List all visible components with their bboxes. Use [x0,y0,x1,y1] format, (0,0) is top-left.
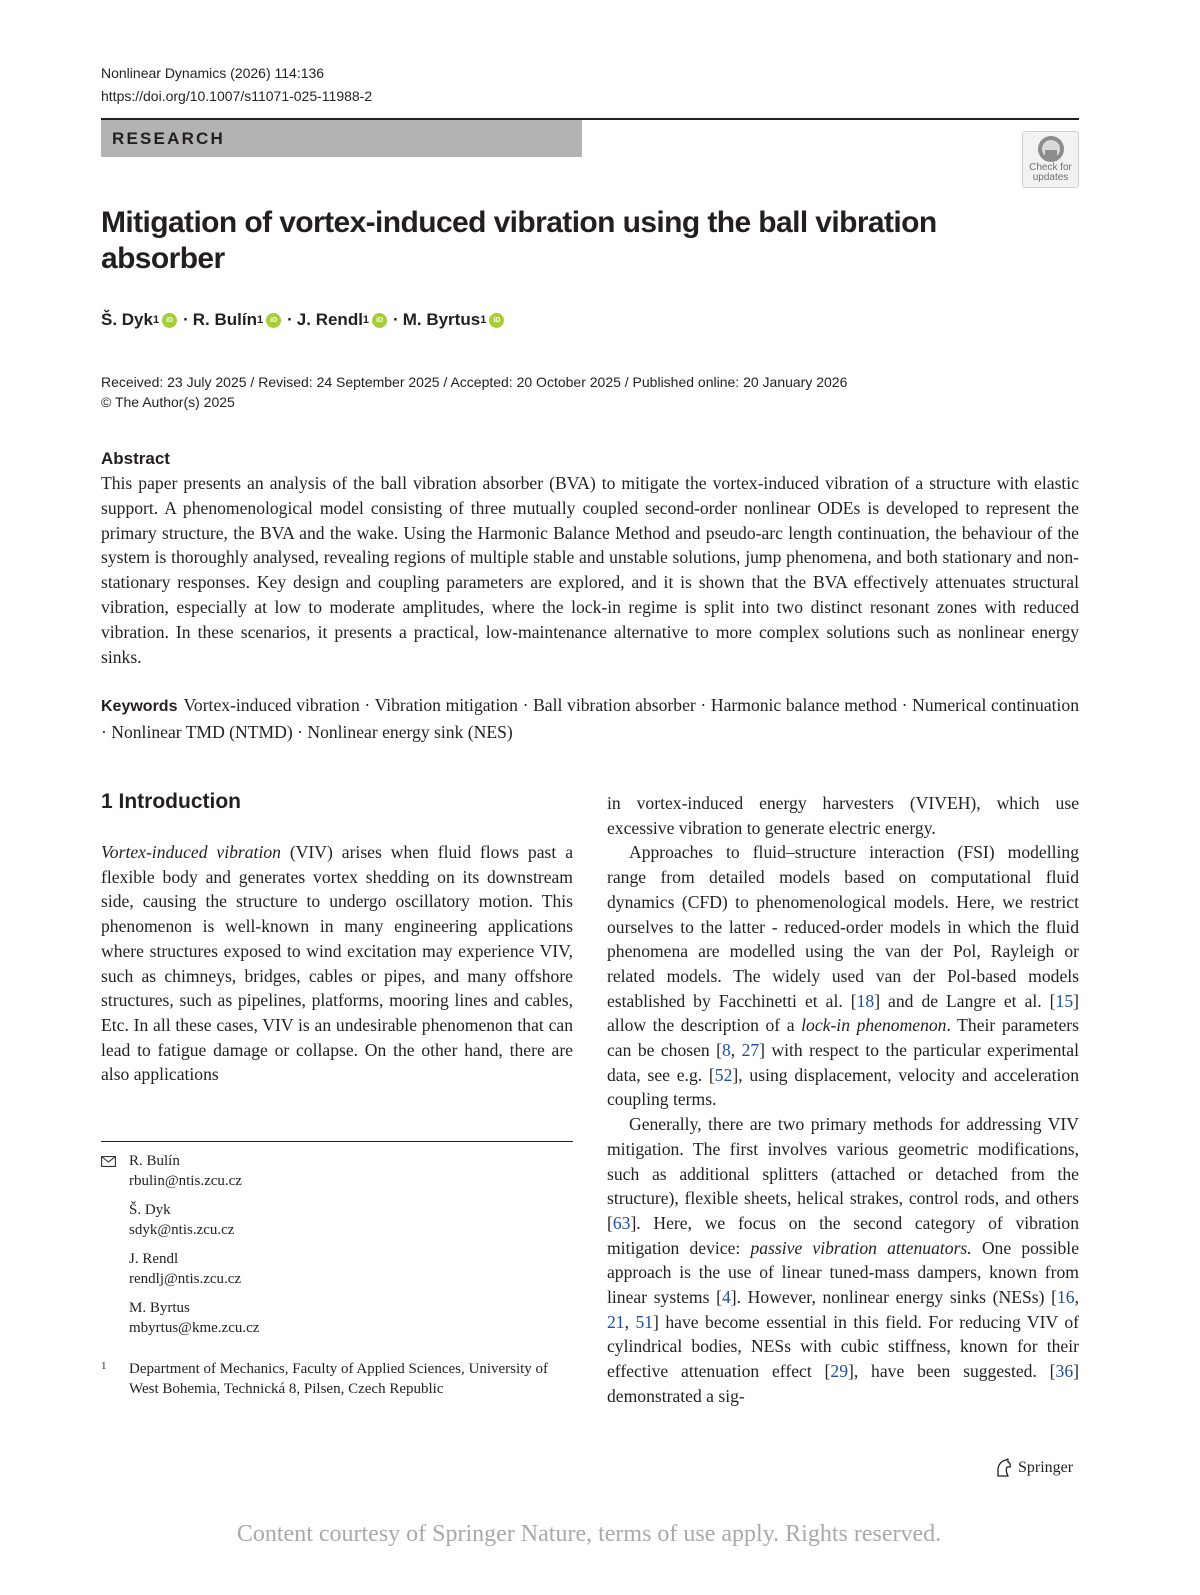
intro-left-column [101,840,573,1087]
citation-link[interactable]: 36 [1055,1361,1074,1382]
author-affiliation-mark: 1 [152,314,160,326]
intro-paragraph [101,840,573,1087]
intro-paragraph: in vortex-induced energy harvesters (VIVEH), which use excessive vibration to generate electric energy. [607,793,1079,838]
intro-paragraph [607,840,1079,1112]
paragraph-text: ]. Here, we focus on the second category of vibration mitigation device: [607,1212,1079,1258]
section-heading: 1 Introduction [101,790,241,813]
contact-name: M. Byrtus [129,1300,190,1316]
publication-dates: Received: 23 July 2025 / Revised: 24 September 2025 / Accepted: 20 October 2025 / Published online: 20 January 2026 [101,374,848,390]
citation-link[interactable]: 51 [635,1311,654,1332]
envelope-icon [101,1156,116,1167]
citation-link[interactable]: 4 [721,1287,731,1308]
emphasis-term: passive vibration attenuators. [750,1237,972,1258]
paragraph-text: Approaches to fluid–structure interaction (FSI) modelling range from detailed models based on computational fluid dynamics (CFD) to phenomenological models. Here, we restrict ourselves to the latter - reduced-order models in which the fluid phenomena are modelled using the van der Pol, Rayleigh or related models. The widely used van der Pol-based models established by Facchinetti et al. [ [607,842,1079,1011]
footnote-rule [101,1141,573,1142]
paragraph-text: ]. However, nonlinear energy sinks (NESs) [ [730,1287,1057,1308]
contact-entry [129,1152,259,1191]
author-affiliation-mark: 1 [362,314,370,326]
copyright-notice: © The Author(s) 2025 [101,394,235,410]
paragraph-text: ] demonstrated a sig- [607,1361,1079,1406]
author-name[interactable]: R. Bulín [192,310,257,329]
author-separator: · [393,310,399,329]
paragraph-text: ] and de Langre et al. [ [874,990,1056,1011]
category-label: RESEARCH [112,128,226,148]
affiliation-number: 1 [101,1360,107,1372]
citation-link[interactable]: 8 [721,1040,731,1061]
orcid-icon[interactable]: iD [266,313,281,328]
check-updates-line2: updates [1032,172,1069,183]
abstract-heading: Abstract [101,449,170,468]
citation-link[interactable]: 29 [830,1361,848,1382]
paragraph-text: , [1074,1287,1079,1308]
author-affiliation-mark: 1 [480,314,487,326]
contact-name: Š. Dyk [129,1202,171,1218]
contact-email[interactable]: sdyk@ntis.zcu.cz [129,1221,235,1238]
keywords-text: Vortex-induced vibration · Vibration mitigation · Ball vibration absorber · Harmonic balance method · Numerical continuation · Nonlinear TMD (NTMD) · Nonlinear energy sink (NES) [101,695,1079,742]
springer-horse-icon [994,1458,1014,1478]
citation-link[interactable]: 52 [714,1064,733,1085]
contact-email[interactable]: mbyrtus@kme.zcu.cz [129,1319,260,1336]
journal-citation: Nonlinear Dynamics (2026) 114:136 [101,65,325,81]
citation-link[interactable]: 18 [856,990,875,1011]
author-name[interactable]: M. Byrtus [402,310,481,329]
paragraph-text: , [730,1040,742,1061]
intro-paragraph [607,1112,1079,1408]
publisher-logo [994,1458,1073,1478]
citation-link[interactable]: 16 [1056,1287,1075,1308]
paragraph-text: ] allow the description of a [607,990,1079,1036]
author-name[interactable]: J. Rendl [296,310,363,329]
author-affiliation-mark: 1 [257,314,264,326]
paragraph-text: (VIV) arises when fluid flows past a flexible body and generates vortex shedding on its downstream side, causing the structure to undergo oscillatory motion. This phenomenon is well-known in many engineering applications where structures exposed to wind excitation may experience VIV, such as chimneys, bridges, cables or pipes, and many offshore structures, such as pipelines, platforms, mooring lines and cables, Etc. In all these cases, VIV is an undesirable phenomenon that can lead to fatigue damage or collapse. On the other hand, there are also applications [101,842,574,1085]
publisher-name: Springer [1018,1459,1074,1476]
keywords-label: Keywords [101,698,178,715]
doi-link[interactable]: https://doi.org/10.1007/s11071-025-11988-2 [101,88,373,104]
article-title: Mitigation of vortex-induced vibration using the ball vibration absorber [101,206,937,275]
contact-entry [129,1299,259,1338]
contact-email[interactable]: rendlj@ntis.zcu.cz [129,1270,242,1287]
paragraph-text: , [624,1311,636,1332]
author-name[interactable]: Š. Dyk [101,310,153,329]
contact-entry [129,1201,259,1240]
paragraph-text: ], have been suggested. [ [847,1361,1056,1382]
keywords-block [101,693,1079,745]
paragraph-text: ] have become essential in this field. For reducing VIV of cylindrical bodies, NESs with cubic stiffness, known for their effective attenuation effect [ [607,1311,1079,1382]
emphasis-term: lock-in phenomenon [801,1015,947,1036]
author-separator: · [183,310,189,329]
author-separator: · [287,310,293,329]
paragraph-text: ] with respect to the particular experimental data, see e.g. [ [607,1040,1079,1085]
paragraph-text: ], using displacement, velocity and acceleration coupling terms. [607,1064,1079,1110]
orcid-icon[interactable]: iD [489,313,504,328]
check-for-updates-badge[interactable] [1022,131,1079,188]
citation-link[interactable]: 27 [741,1040,760,1061]
paragraph-text: . Their parameters can be chosen [ [607,1015,1079,1061]
check-updates-line1: Check for [1029,162,1072,173]
citation-link[interactable]: 15 [1055,990,1074,1011]
courtesy-notice: Content courtesy of Springer Nature, terms of use apply. Rights reserved. [236,1521,942,1547]
abstract-text: This paper presents an analysis of the ball vibration absorber (BVA) to mitigate the vortex-induced vibration of a structure with elastic support. A phenomenological model consisting of three mutually coupled second-order nonlinear ODEs is developed to represent the primary structure, the BVA and the wake. Using the Harmonic Balance Method and pseudo-arc length continuation, the behaviour of the system is thoroughly analysed, revealing regions of multiple stable and unstable solutions, jump phenomena, and both stationary and non-stationary responses. Key design and coupling parameters are explored, and it is shown that the BVA effectively attenuates structural vibration, especially at low to moderate amplitudes, where the lock-in regime is split into two distinct resonant zones with reduced vibration. In these scenarios, it presents a practical, low-maintenance alternative to more complex solutions such as nonlinear energy sinks. [101,473,1079,667]
check-updates-icon [1036,135,1066,163]
author-list [101,310,508,330]
contact-email[interactable]: rbulin@ntis.zcu.cz [129,1172,242,1189]
publication-history [101,372,847,412]
contact-entry [129,1250,259,1289]
emphasis-term: Vortex-induced vibration [101,842,281,862]
contact-name: R. Bulín [129,1153,180,1169]
paragraph-text: One possible approach is the use of linear tuned-mass dampers, known from linear systems [ [607,1237,1079,1308]
orcid-icon[interactable]: iD [372,313,387,328]
paragraph-text: Generally, there are two primary methods for addressing VIV mitigation. The first involves various geometric modifications, such as additional splitters (attached or detached from the structure), flexible sheets, helical strakes, control rods, and others [ [607,1114,1079,1233]
affiliation-text: Department of Mechanics, Faculty of Applied Sciences, University of West Bohemia, Technická 8, Pilsen, Czech Republic [129,1361,549,1397]
orcid-icon[interactable]: iD [162,313,177,328]
contact-name: J. Rendl [129,1251,179,1267]
contact-list [129,1152,259,1348]
citation-link[interactable]: 63 [612,1212,631,1233]
category-bar [101,120,582,157]
intro-right-column [607,791,1079,1409]
citation-link[interactable]: 21 [607,1311,625,1332]
